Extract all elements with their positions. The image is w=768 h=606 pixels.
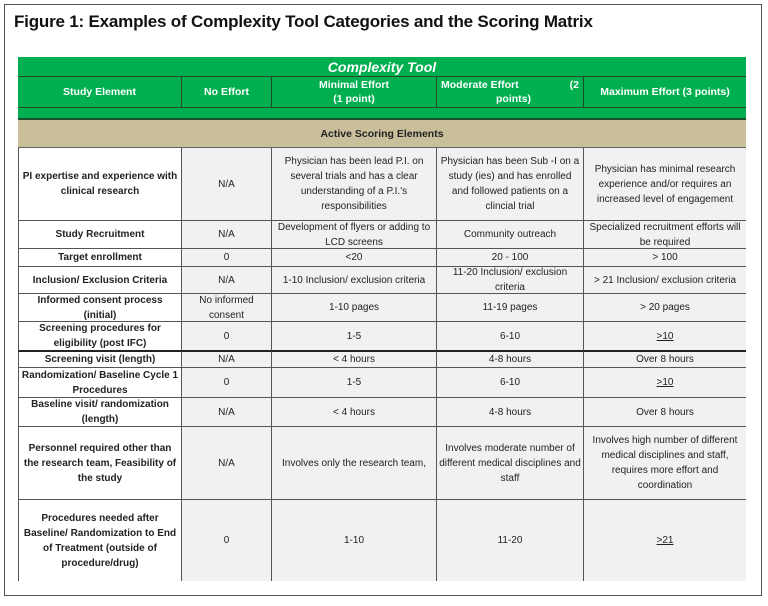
cell-text: Involves moderate number of different medical disciplines and staff [439, 442, 581, 484]
cell-text: N/A [218, 178, 235, 190]
cell-maximum [584, 294, 746, 322]
cell-no-effort [182, 294, 272, 322]
cell-element [18, 322, 182, 352]
header-moderate-line1: Moderate Effort [441, 79, 519, 91]
cell-text: N/A [218, 457, 235, 469]
cell-element [18, 398, 182, 427]
cell-text: N/A [218, 406, 235, 418]
cell-text: >10 [656, 377, 674, 388]
cell-maximum [584, 500, 746, 581]
header-no-effort: No Effort [182, 77, 272, 107]
cell-text: Target enrollment [58, 252, 142, 263]
cell-element [18, 267, 182, 294]
figure-title: Figure 1: Examples of Complexity Tool Categories and the Scoring Matrix [14, 12, 593, 31]
cell-text: Personnel required other than the research team, Feasibility of the study [23, 442, 177, 484]
cell-text: Physician has minimal research experience and/or requires an increased level of engagement [594, 163, 736, 205]
cell-text: 1-5 [346, 330, 362, 342]
cell-text: Procedures needed after Baseline/ Randomization to End of Treatment (outside of procedure/drug) [23, 512, 177, 569]
cell-maximum [584, 352, 746, 368]
cell-element [18, 352, 182, 368]
header-minimal-line2: (1 point) [333, 93, 375, 105]
table-title: Complexity Tool [18, 57, 746, 77]
cell-text: Community outreach [463, 229, 557, 240]
cell-text: > 100 [652, 252, 678, 263]
header-minimal-effort [272, 77, 437, 107]
cell-maximum [584, 249, 746, 267]
cell-maximum [584, 368, 746, 398]
cell-text: Development of flyers or adding to LCD screens [277, 221, 431, 248]
cell-text: Inclusion/ Exclusion Criteria [32, 274, 168, 286]
cell-moderate [437, 427, 584, 500]
cell-minimal [272, 352, 437, 368]
cell-moderate [437, 148, 584, 221]
cell-moderate [437, 398, 584, 427]
cell-moderate [437, 221, 584, 249]
header-spacer [18, 107, 746, 120]
cell-text: < 4 hours [333, 354, 375, 365]
cell-text: Involves high number of different medical disciplines and staff, requires more effort and coordination [592, 435, 738, 491]
cell-text: 0 [223, 377, 230, 388]
section-active-scoring: Active Scoring Elements [18, 120, 746, 148]
cell-maximum [584, 148, 746, 221]
cell-text: PI expertise and experience with clinical research [22, 171, 178, 197]
cell-text: >10 [656, 330, 674, 342]
cell-text: Screening procedures for eligibility (post IFC) [39, 323, 161, 349]
cell-text: Over 8 hours [636, 406, 694, 418]
cell-element [18, 221, 182, 249]
cell-moderate [437, 322, 584, 352]
cell-text: 0 [223, 252, 230, 263]
cell-text: 6-10 [499, 377, 520, 388]
cell-text: 4-8 hours [488, 354, 532, 365]
cell-text: 11-20 Inclusion/ exclusion criteria [452, 267, 568, 293]
cell-moderate [437, 500, 584, 581]
cell-minimal [272, 398, 437, 427]
header-moderate-line2: points) [496, 93, 531, 105]
cell-moderate [437, 368, 584, 398]
cell-text: Over 8 hours [636, 354, 694, 365]
cell-text: < 4 hours [333, 406, 375, 418]
cell-minimal [272, 322, 437, 352]
cell-no-effort [182, 267, 272, 294]
cell-text: > 21 Inclusion/ exclusion criteria [593, 274, 737, 286]
cell-text: 1-10 Inclusion/ exclusion criteria [282, 274, 426, 286]
cell-text: Informed consent process (initial) [37, 294, 163, 321]
cell-text: >21 [656, 535, 674, 546]
cell-text: 1-10 [343, 535, 364, 546]
cell-minimal [272, 221, 437, 249]
cell-maximum [584, 398, 746, 427]
header-moderate-line1b: (2 [569, 79, 579, 91]
cell-no-effort [182, 398, 272, 427]
cell-element [18, 294, 182, 322]
cell-maximum [584, 322, 746, 352]
cell-maximum [584, 221, 746, 249]
cell-moderate [437, 294, 584, 322]
cell-text: Baseline visit/ randomization (length) [31, 399, 169, 425]
cell-text: 11-19 pages [482, 302, 538, 313]
cell-text: Study Recruitment [55, 229, 145, 240]
cell-text: Specialized recruitment efforts will be required [589, 221, 741, 248]
cell-text: <20 [345, 252, 363, 263]
header-maximum-effort: Maximum Effort (3 points) [584, 77, 746, 107]
cell-no-effort [182, 221, 272, 249]
cell-moderate [437, 352, 584, 368]
cell-text: Screening visit (length) [44, 354, 156, 365]
cell-minimal [272, 427, 437, 500]
cell-minimal [272, 500, 437, 581]
cell-element [18, 249, 182, 267]
cell-minimal [272, 267, 437, 294]
header-minimal-line1: Minimal Effort [319, 79, 389, 91]
header-study-element: Study Element [18, 77, 182, 107]
header-moderate-effort [437, 77, 584, 107]
cell-no-effort [182, 427, 272, 500]
cell-no-effort [182, 249, 272, 267]
cell-text: 0 [223, 330, 230, 342]
cell-minimal [272, 294, 437, 322]
cell-text: N/A [218, 274, 235, 286]
cell-element [18, 368, 182, 398]
cell-no-effort [182, 500, 272, 581]
cell-minimal [272, 368, 437, 398]
cell-text: 6-10 [499, 330, 520, 342]
cell-text: N/A [218, 354, 235, 365]
cell-text: Randomization/ Baseline Cycle 1 Procedures [21, 369, 179, 396]
cell-text: 0 [223, 535, 230, 546]
cell-maximum [584, 267, 746, 294]
cell-minimal [272, 148, 437, 221]
cell-no-effort [182, 322, 272, 352]
cell-text: Physician has been lead P.I. on several trials and has a clear understanding of a P.I.'s responsibilities [284, 156, 424, 212]
cell-text: No informed consent [199, 294, 254, 321]
cell-text: 11-20 [497, 535, 523, 546]
cell-text: 20 - 100 [491, 252, 529, 263]
cell-text: N/A [218, 229, 235, 240]
cell-element [18, 148, 182, 221]
cell-text: 1-5 [346, 377, 362, 388]
cell-minimal [272, 249, 437, 267]
cell-text: 1-10 pages [328, 302, 380, 313]
cell-text: Involves only the research team, [282, 457, 426, 469]
cell-element [18, 500, 182, 581]
cell-no-effort [182, 368, 272, 398]
cell-text: > 20 pages [640, 302, 690, 313]
cell-no-effort [182, 148, 272, 221]
cell-text: 4-8 hours [488, 406, 532, 418]
cell-no-effort [182, 352, 272, 368]
cell-moderate [437, 267, 584, 294]
cell-element [18, 427, 182, 500]
cell-maximum [584, 427, 746, 500]
cell-text: Physician has been Sub -I on a study (ies) and has enrolled and followed patients on a clincial trial [440, 156, 580, 212]
